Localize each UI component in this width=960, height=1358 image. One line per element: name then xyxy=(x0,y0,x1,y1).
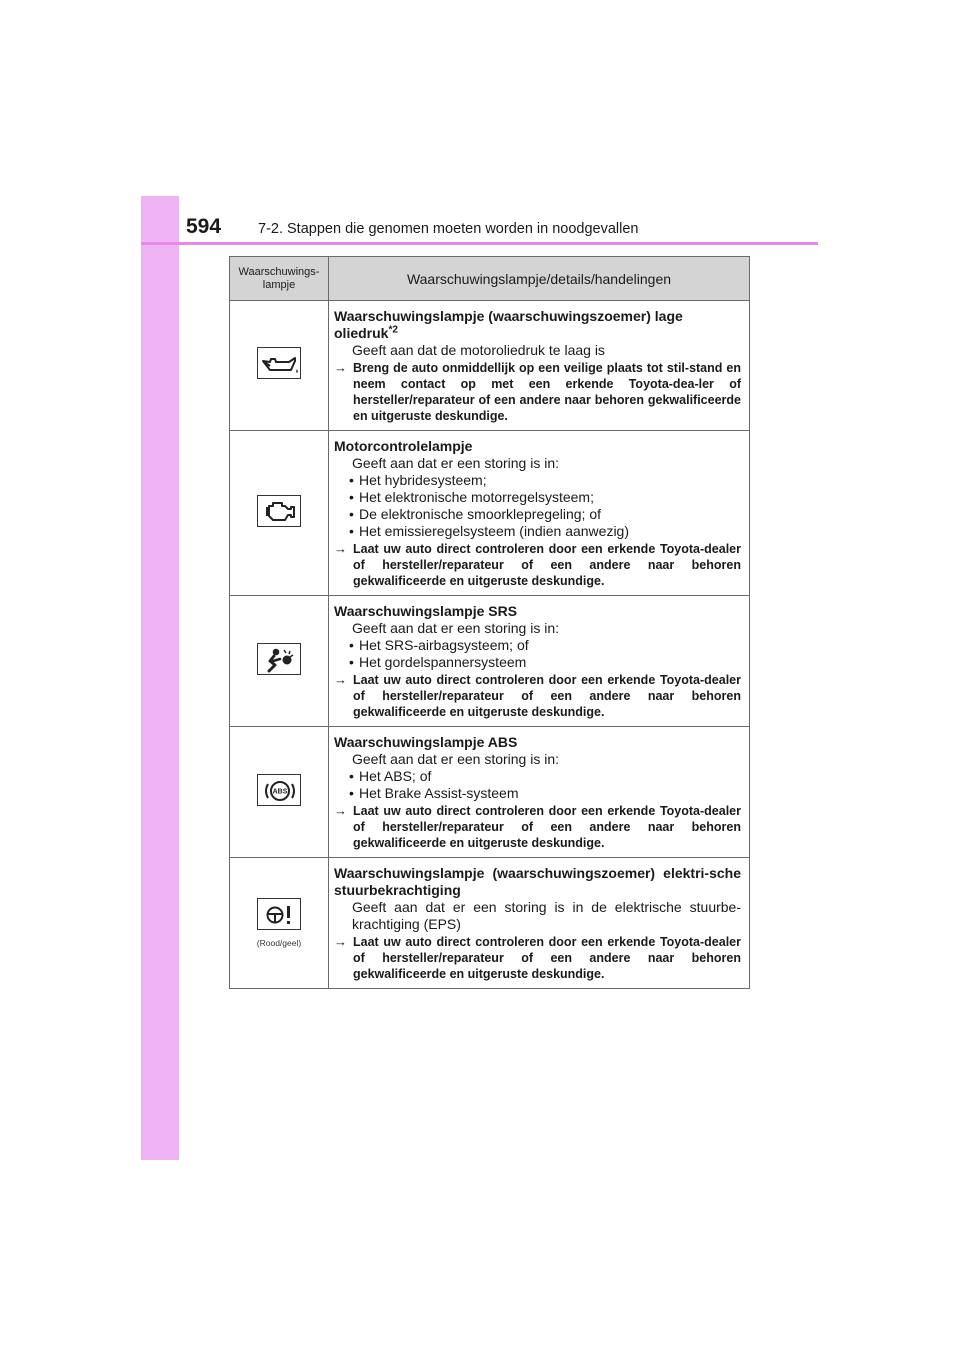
lamp-description: Geeft aan dat er een storing is in: xyxy=(352,620,560,636)
engine-check-icon xyxy=(257,495,301,527)
icon-cell xyxy=(230,596,329,727)
list-item: • Het hybridesysteem; xyxy=(334,472,741,489)
description-cell xyxy=(329,596,750,727)
table-header-row xyxy=(230,257,750,301)
list-item: • Het SRS-airbagsysteem; of xyxy=(334,637,741,654)
action-text: → Breng de auto onmiddellijk op een veilige plaats tot stil-stand en neem contact op met een erkende Toyota-dea-ler of hersteller/reparateur of een andere naar behoren gekwalificeerde en uitgeruste deskundige. xyxy=(334,360,741,423)
table-row xyxy=(230,596,750,727)
description-cell xyxy=(329,431,750,596)
column-header-description: Waarschuwingslampje/details/handelingen xyxy=(329,257,750,301)
arrow-icon: → xyxy=(334,672,347,687)
footnote-marker: *2 xyxy=(388,324,398,336)
action-text: → Laat uw auto direct controleren door een erkende Toyota-dealer of hersteller/reparateur of een andere naar behoren gekwalificeerde en uitgeruste deskundige. xyxy=(334,541,741,588)
icon-caption: (Rood/geel) xyxy=(256,938,302,948)
abs-icon xyxy=(257,774,301,806)
description-cell xyxy=(329,727,750,858)
power-steering-warning-icon xyxy=(257,898,301,930)
description-cell xyxy=(329,301,750,431)
abs-icon-label: ABS xyxy=(272,788,288,795)
icon-cell xyxy=(230,727,329,858)
lamp-title: Motorcontrolelampje xyxy=(334,438,473,454)
warning-lights-table xyxy=(229,256,750,989)
table-row xyxy=(230,858,750,989)
list-item: • Het gordelspannersysteem xyxy=(334,654,741,671)
lamp-title: Waarschuwingslampje SRS xyxy=(334,603,518,619)
arrow-icon: → xyxy=(334,934,347,949)
list-item: • Het elektronische motorregelsysteem; xyxy=(334,489,741,506)
list-item: • Het emissieregelsysteem (indien aanwezig) xyxy=(334,523,741,540)
table-row xyxy=(230,727,750,858)
srs-airbag-icon xyxy=(257,643,301,675)
lamp-description: Geeft aan dat er een storing is in de elektrische stuurbe-krachtiging (EPS) xyxy=(352,899,741,932)
chapter-side-tab xyxy=(141,196,179,1160)
arrow-icon: → xyxy=(334,541,347,556)
icon-cell xyxy=(230,858,329,989)
table-row xyxy=(230,301,750,431)
action-text: → Laat uw auto direct controleren door een erkende Toyota-dealer of hersteller/reparateur of een andere naar behoren gekwalificeerde en uitgeruste deskundige. xyxy=(334,803,741,850)
list-item: • Het Brake Assist-systeem xyxy=(334,785,741,802)
lamp-description: Geeft aan dat de motoroliedruk te laag is xyxy=(352,342,605,358)
lamp-description: Geeft aan dat er een storing is in: xyxy=(352,751,560,767)
icon-cell xyxy=(230,301,329,431)
list-item: • Het ABS; of xyxy=(334,768,741,785)
lamp-title: Waarschuwingslampje (waarschuwingszoemer) elektri-sche stuurbekrachtiging xyxy=(334,865,741,898)
table-row xyxy=(230,431,750,596)
oil-pressure-icon xyxy=(257,347,301,379)
arrow-icon: → xyxy=(334,803,347,818)
description-cell xyxy=(329,858,750,989)
column-header-icon: Waarschuwings-lampje xyxy=(230,257,329,301)
action-text: → Laat uw auto direct controleren door een erkende Toyota-dealer of hersteller/reparateur of een andere naar behoren gekwalificeerde en uitgeruste deskundige. xyxy=(334,934,741,981)
lamp-description: Geeft aan dat er een storing is in: xyxy=(352,455,560,471)
page-number: 594 xyxy=(186,215,222,238)
arrow-icon: → xyxy=(334,360,347,375)
lamp-title: Waarschuwingslampje (waarschuwingszoemer) lage oliedruk$^{*2}$ xyxy=(334,308,683,341)
section-title: 7-2. Stappen die genomen moeten worden in noodgevallen xyxy=(258,221,639,237)
lamp-title: Waarschuwingslampje ABS xyxy=(334,734,518,750)
icon-cell xyxy=(230,431,329,596)
header-divider xyxy=(141,242,818,245)
list-item: • De elektronische smoorklepregeling; of xyxy=(334,506,741,523)
action-text: → Laat uw auto direct controleren door een erkende Toyota-dealer of hersteller/reparateur of een andere naar behoren gekwalificeerde en uitgeruste deskundige. xyxy=(334,672,741,719)
